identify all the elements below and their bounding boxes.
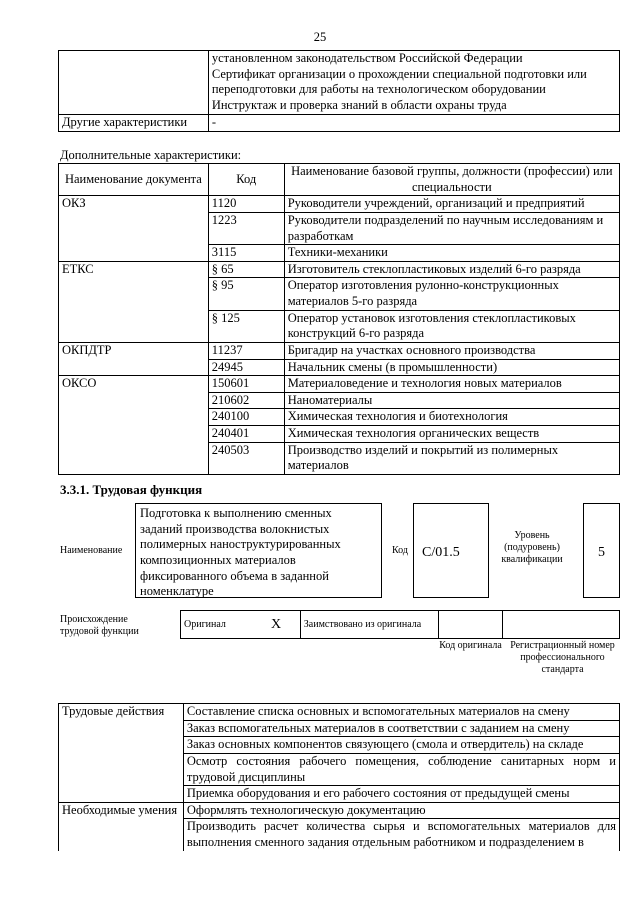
name-value: Подготовка к выполнению сменных заданий производства волокнистых полимерных нанoструктурированных композиционных материалов фиксированного объема в заданной номенклатуре bbox=[135, 503, 382, 598]
original-cell bbox=[181, 611, 301, 639]
additional-row bbox=[59, 376, 620, 393]
additional-row bbox=[59, 261, 620, 278]
row-name: Техники-механики bbox=[284, 245, 619, 262]
header-code: Код bbox=[208, 164, 284, 196]
top-table bbox=[58, 50, 620, 132]
row-name: Химическая технология органических веществ bbox=[284, 426, 619, 443]
skill-item: Оформлять технологическую документацию bbox=[183, 802, 619, 819]
row-code: § 95 bbox=[208, 278, 284, 310]
skill-item: Производить расчет количества сырья и вспомогательных материалов для выполнения сменного задания отдельным работником и подразделением в bbox=[183, 819, 619, 851]
action-item: Заказ основных компонентов связующего (смола и отвердитель) на складе bbox=[183, 737, 619, 754]
doc-name: ОКЗ bbox=[59, 196, 209, 262]
row-name: Начальник смены (в промышленности) bbox=[284, 359, 619, 376]
level-value: 5 bbox=[583, 503, 620, 598]
original-mark: X bbox=[271, 617, 282, 632]
cont-cell bbox=[208, 51, 619, 115]
row-code: 240100 bbox=[208, 409, 284, 426]
additional-row bbox=[59, 342, 620, 359]
code-original-cell bbox=[438, 611, 503, 639]
row-code: 210602 bbox=[208, 392, 284, 409]
row-code: 150601 bbox=[208, 376, 284, 393]
code-original-caption: Код оригинала bbox=[439, 640, 502, 651]
additional-row bbox=[59, 196, 620, 213]
additional-table bbox=[58, 163, 620, 475]
row-name: Руководители учреждений, организаций и предприятий bbox=[284, 196, 619, 213]
row-code: 11237 bbox=[208, 342, 284, 359]
row-name: Материаловедение и технология новых материалов bbox=[284, 376, 619, 393]
header-name: Наименование базовой группы, должности (профессии) или специальности bbox=[284, 164, 619, 196]
skills-label: Необходимые умения bbox=[59, 802, 184, 850]
header-doc: Наименование документа bbox=[59, 164, 209, 196]
actions-table bbox=[58, 703, 620, 851]
original-label: Оригинал bbox=[184, 618, 226, 630]
additional-title: Дополнительные характеристики: bbox=[60, 148, 242, 162]
doc-name: ЕТКС bbox=[59, 261, 209, 342]
name-label: Наименование bbox=[60, 545, 123, 556]
other-value: - bbox=[208, 115, 619, 132]
reg-number-caption: Регистрационный номер профессионального стандарта bbox=[510, 640, 615, 675]
action-item: Осмотр состояния рабочего помещения, соблюдение санитарных норм и трудовой дисциплины bbox=[183, 753, 619, 785]
actions-label: Трудовые действия bbox=[59, 704, 184, 803]
row-code: 3115 bbox=[208, 245, 284, 262]
reg-number-cell bbox=[503, 611, 620, 639]
row-code: § 65 bbox=[208, 261, 284, 278]
doc-name: ОКПДТР bbox=[59, 342, 209, 375]
row-name: Химическая технология и биотехнология bbox=[284, 409, 619, 426]
cont-line: Сертификат организации о прохождении специальной подготовки или переподготовки для работы на технологическом оборудовании bbox=[211, 66, 587, 97]
row-code: 240401 bbox=[208, 426, 284, 443]
borrowed-label: Заимствовано из оригинала bbox=[300, 611, 438, 639]
row-name: Руководители подразделений по научным исследованиям и разработкам bbox=[284, 212, 619, 244]
code-value: С/01.5 bbox=[413, 503, 489, 598]
row-code: 1120 bbox=[208, 196, 284, 213]
level-label: Уровень (подуровень) квалификации bbox=[501, 530, 563, 565]
row-name: Бригадир на участках основного производства bbox=[284, 342, 619, 359]
doc-name: ОКСО bbox=[59, 376, 209, 475]
row-name: Производство изделий и покрытий из полимерных материалов bbox=[284, 442, 619, 474]
function-heading: 3.3.1. Трудовая функция bbox=[60, 482, 203, 497]
action-item: Составление списка основных и вспомогательных материалов на смену bbox=[183, 704, 619, 721]
cont-line: Инструктаж и проверка знаний в области охраны труда bbox=[211, 97, 507, 112]
cont-line: установленном законодательством Российской Федерации bbox=[211, 51, 523, 65]
action-item: Заказ вспомогательных материалов в соответствии с заданием на смену bbox=[183, 720, 619, 737]
row-code: § 125 bbox=[208, 310, 284, 342]
row-name: Оператор изготовления рулонно-конструкционных материалов 5-го разряда bbox=[284, 278, 619, 310]
row-name: Изготовитель стеклопластиковых изделий 6-го разряда bbox=[284, 261, 619, 278]
code-label: Код bbox=[392, 545, 408, 556]
page-number: 25 bbox=[313, 30, 327, 44]
row-code: 1223 bbox=[208, 212, 284, 244]
row-name: Оператор установок изготовления стеклопластиковых конструкций 6-го разряда bbox=[284, 310, 619, 342]
origin-table bbox=[180, 610, 620, 639]
row-code: 240503 bbox=[208, 442, 284, 474]
row-code: 24945 bbox=[208, 359, 284, 376]
action-item: Приемка оборудования и его рабочего состояния от предыдущей смены bbox=[183, 786, 619, 803]
other-label: Другие характеристики bbox=[59, 115, 209, 132]
origin-label: Происхождение трудовой функции bbox=[60, 614, 139, 637]
row-name: Наноматериалы bbox=[284, 392, 619, 409]
